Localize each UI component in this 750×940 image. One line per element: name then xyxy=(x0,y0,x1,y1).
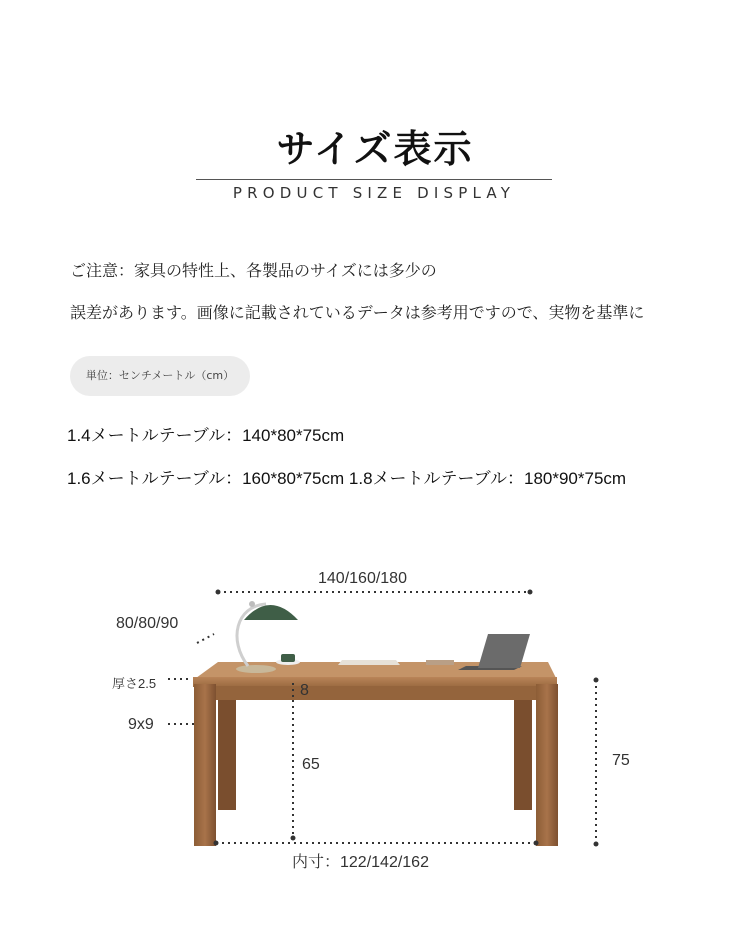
depth-leader-line xyxy=(197,634,214,643)
notice-line-2: 誤差があります。画像に記載されているデータは参考用ですので、実物を基準に xyxy=(70,303,645,322)
unit-badge: 単位：センチメートル（cm） xyxy=(70,356,250,396)
back-right-leg xyxy=(514,700,532,810)
leg-size-label: 9x9 xyxy=(128,716,154,733)
spec-line-2: 1.6メートルテーブル：160*80*75cm 1.8メートルテーブル：180*90*75cm xyxy=(67,469,627,488)
depth-label: 80/80/90 xyxy=(116,615,179,632)
table-top-edge xyxy=(193,677,557,687)
cup xyxy=(281,654,295,662)
front-left-leg xyxy=(194,684,216,846)
table-apron xyxy=(210,686,540,700)
total-height-label: 75 xyxy=(612,752,630,769)
notice-line-1: ご注意：家具の特性上、各製品のサイズには多少の xyxy=(70,261,437,280)
thickness-label: 厚さ2.5 xyxy=(112,676,157,691)
lamp-base xyxy=(236,665,276,673)
inner-size-label: 内寸：122/142/162 xyxy=(292,854,429,871)
notebook xyxy=(426,660,454,665)
width-label: 140/160/180 xyxy=(318,570,407,587)
spec-line-1: 1.4メートルテーブル：140*80*75cm xyxy=(67,426,345,445)
page-subtitle: PRODUCT SIZE DISPLAY xyxy=(232,184,516,202)
page-title: サイズ表示 xyxy=(276,127,474,171)
front-right-leg xyxy=(536,684,558,846)
leg-height-label: 65 xyxy=(302,756,320,773)
apron-label: 8 xyxy=(300,682,309,699)
book xyxy=(338,660,400,665)
back-left-leg xyxy=(218,700,236,810)
